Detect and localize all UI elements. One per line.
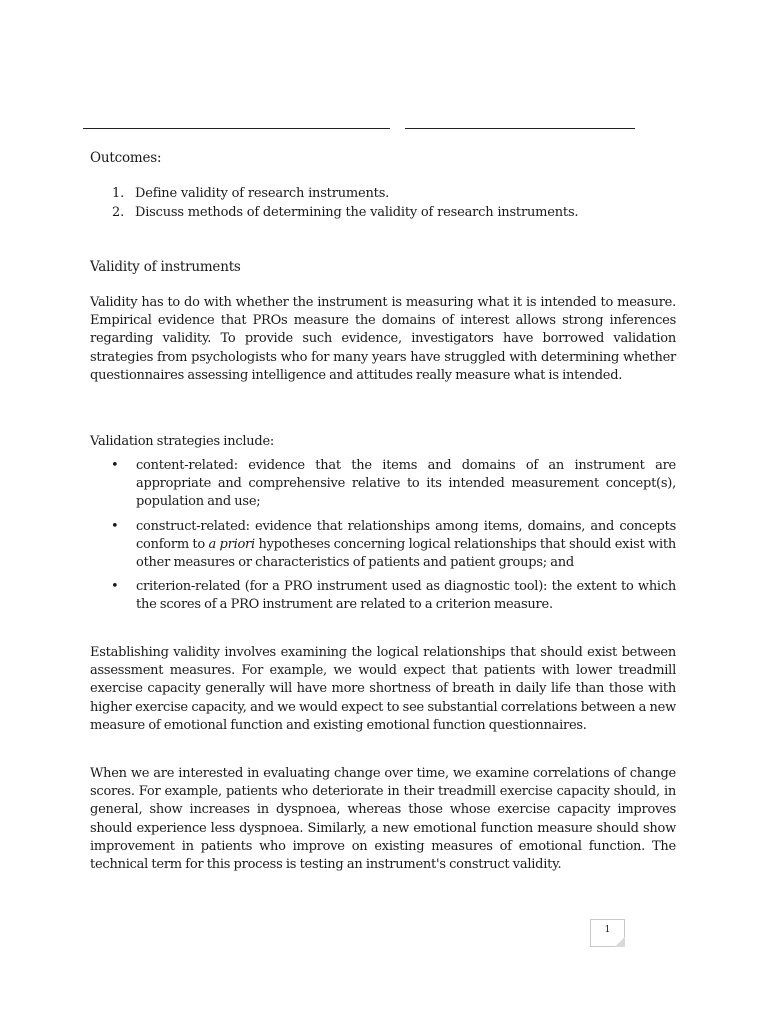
outcome-number: 1. xyxy=(112,186,125,201)
strategies-intro: Validation strategies include: xyxy=(90,434,275,449)
outcomes-heading: Outcomes: xyxy=(90,150,162,166)
bullet-icon: • xyxy=(111,518,119,534)
strategy-text: content-related: evidence that the items and domains of an instrument are appropriate and comprehensive relative to its intended measurement concept(s), population and use; xyxy=(136,458,676,510)
validity-heading: Validity of instruments xyxy=(90,259,241,275)
strategies-list xyxy=(90,457,676,621)
bullet-icon: • xyxy=(111,458,119,473)
strategy-text-emphasis: a priori xyxy=(208,536,255,552)
strategy-text-end: hypotheses concerning logical relationships that should exist with other measures or characteristics of patients and patient groups; and xyxy=(136,536,676,571)
page-fold-icon xyxy=(615,937,625,947)
outcome-item xyxy=(90,184,690,203)
outcome-text: Discuss methods of determining the validity of research instruments. xyxy=(135,205,579,220)
page-number-box xyxy=(590,919,625,947)
validity-paragraph: Validity has to do with whether the instrument is measuring what it is intended to measure. Empirical evidence that PROs measure the domains of interest allows strong inferences regarding validity. To provide such evidence, investigators have borrowed validation strategies from psychologists who for many years have struggled with determining whether questionnaires assessing intelligence and attitudes really measure what is intended. xyxy=(90,295,676,383)
name-line-left xyxy=(83,128,390,129)
outcomes-list xyxy=(90,184,690,222)
bullet-icon: • xyxy=(111,579,119,595)
outcome-number: 2. xyxy=(112,205,125,220)
validity-paragraph: When we are interested in evaluating change over time, we examine correlations of change scores. For example, patients who deteriorate in their treadmill exercise capacity should, in general, show increases in dyspnoea, whereas those whose exercise capacity improves should experience less dyspnoea. Similarly, a new emotional function measure should show improvement in patients who improve on existing measures of emotional function. The technical term for this process is testing an instrument's construct validity. xyxy=(90,766,676,873)
validity-paragraph: Establishing validity involves examining the logical relationships that should exist between assessment measures. For example, we would expect that patients with lower treadmill exercise capacity generally will have more shortness of breath in daily life than those with higher exercise capacity, and we would expect to see substantial correlations between a new measure of emotional function and existing emotional function questionnaires. xyxy=(90,645,676,733)
name-line-right xyxy=(405,128,635,129)
strategy-item-criterion xyxy=(90,578,676,614)
page-number: 1 xyxy=(604,925,611,935)
strategy-text-start: construct-related: evidence that relationships among items, domains, and concepts conform to xyxy=(136,518,676,552)
strategy-item-content xyxy=(90,457,676,512)
strategy-item-construct xyxy=(90,518,676,573)
outcome-text: Define validity of research instruments. xyxy=(135,186,390,201)
outcome-item xyxy=(90,203,690,222)
strategy-text: criterion-related (for a PRO instrument used as diagnostic tool): the extent to which the scores of a PRO instrument are related to a criterion measure. xyxy=(136,579,676,613)
